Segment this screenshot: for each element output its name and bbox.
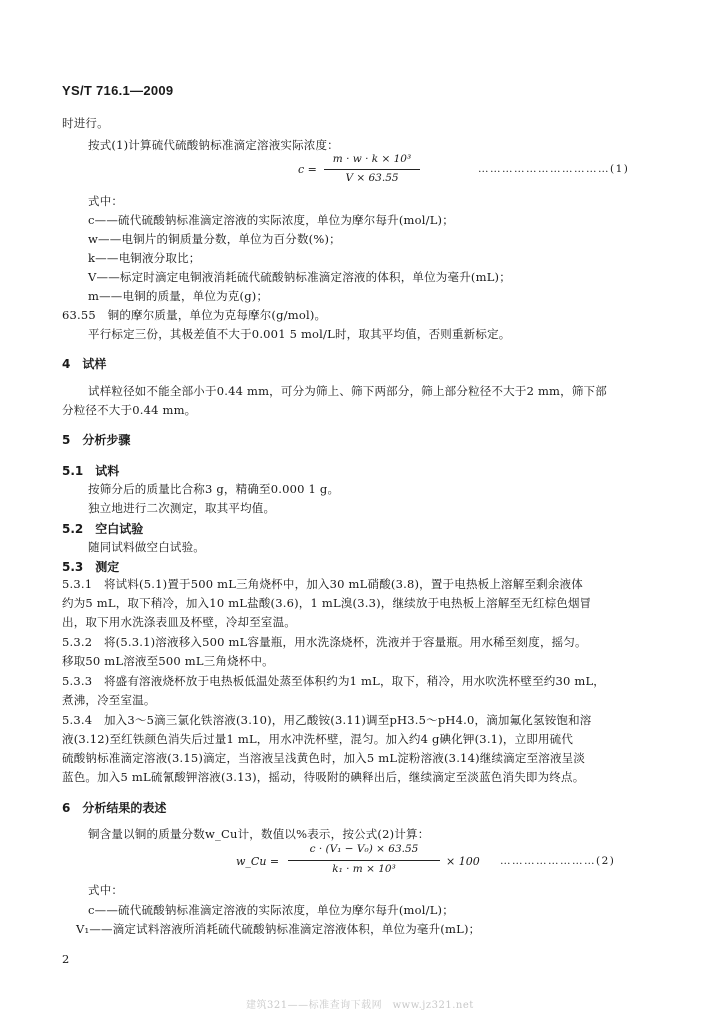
section-5-2-paragraph: 随同试料做空白试验。 <box>88 540 205 554</box>
variable-definition: m——电铜的质量，单位为克(g)； <box>88 289 269 303</box>
section-5-title: 5 分析步骤 <box>62 433 131 447</box>
section-5-3-1-line: 5.3.1 将试料(5.1)置于500 mL三角烧杯中，加入30 mL硝酸(3.8)，置于电热板上溶解至剩余液体 <box>62 577 583 591</box>
formula2-tail: × 100 <box>446 855 480 868</box>
variable-definition: c——硫代硫酸钠标准滴定溶液的实际浓度，单位为摩尔每升(mol/L)； <box>88 213 454 227</box>
section-6-title: 6 分析结果的表述 <box>62 801 167 815</box>
formula1-number: ……………………………(1) <box>478 163 630 175</box>
section-5-1-paragraph: 按筛分后的质量比合称3 g，精确至0.000 1 g。 <box>88 482 340 496</box>
section-5-3-4-line: 硫酸钠标准滴定溶液(3.15)滴定，当溶液呈浅黄色时，加入5 mL淀粉溶液(3.14)继续滴定至溶液呈淡 <box>62 751 586 765</box>
watermark: 建筑321——标准查询下载网 www.jz321.net <box>246 1000 474 1011</box>
section-5-1-title: 5.1 试料 <box>62 464 120 478</box>
page-number: 2 <box>62 952 70 966</box>
where-label: 式中： <box>88 883 124 897</box>
variable-definition: 63.55 铜的摩尔质量，单位为克每摩尔(g/mol)。 <box>62 308 327 322</box>
section-4-paragraph: 分粒径不大于0.44 mm。 <box>62 403 197 417</box>
section-4-title: 4 试样 <box>62 357 107 371</box>
section-5-3-4-line: 蓝色。加入5 mL硫氰酸钾溶液(3.13)，摇动，待吸附的碘释出后，继续滴定至淡蓝色消失即为终点。 <box>62 770 585 784</box>
variable-definition: V——标定时滴定电铜液消耗硫代硫酸钠标准滴定溶液的体积，单位为毫升(mL)； <box>88 270 511 284</box>
variable-definition: k——电铜液分取比； <box>88 251 201 265</box>
section-5-3-2-line: 5.3.2 将(5.3.1)溶液移入500 mL容量瓶，用水洗涤烧杯，洗液并于容量瓶。用水稀至刻度，摇匀。 <box>62 635 587 649</box>
parallel-note: 平行标定三份，其极差值不大于0.001 5 mol/L时，取其平均值，否则重新标定。 <box>88 327 511 341</box>
variable-definition: w——电铜片的铜质量分数，单位为百分数(%)； <box>88 232 341 246</box>
section-5-3-4-line: 5.3.4 加入3～5滴三氯化铁溶液(3.10)，用乙酸铵(3.11)调至pH3.5～pH4.0，滴加氟化氢铵饱和溶 <box>62 713 592 727</box>
section-5-2-title: 5.2 空白试验 <box>62 522 144 536</box>
formula1-lhs: c = <box>298 163 317 176</box>
formula2-lhs: w_Cu = <box>236 855 280 868</box>
section-5-3-4-line: 液(3.12)至红铁颜色消失后过量1 mL，用水冲洗杯壁，混匀。加入约4 g碘化钾(3.1)，立即用硫代 <box>62 732 574 746</box>
section-5-3-title: 5.3 测定 <box>62 560 120 574</box>
formula1-denominator: V × 63.55 <box>345 172 399 184</box>
section-5-3-1-line: 出，取下用水洗涤表皿及杯壁，冷却至室温。 <box>62 615 296 629</box>
variable-definition: V₁——滴定试料溶液所消耗硫代硫酸钠标准滴定溶液体积，单位为毫升(mL)； <box>76 922 481 936</box>
variable-definition: c——硫代硫酸钠标准滴定溶液的实际浓度，单位为摩尔每升(mol/L)； <box>88 903 454 917</box>
section-5-3-1-line: 约为5 mL，取下稍冷，加入10 mL盐酸(3.6)，1 mL溴(3.3)，继续放于电热板上溶解至无红棕色烟冒 <box>62 596 592 610</box>
formula1-intro: 按式(1)计算硫代硫酸钠标准滴定溶液实际浓度： <box>88 138 339 152</box>
where-label: 式中： <box>88 194 124 208</box>
section-6-intro: 铜含量以铜的质量分数w_Cu计，数值以%表示，按公式(2)计算： <box>88 827 430 841</box>
fraction-bar <box>288 860 440 861</box>
section-5-3-3-line: 5.3.3 将盛有溶液烧杯放于电热板低温处蒸至体积约为1 mL，取下，稍冷，用水吹洗杯壁至约30 mL， <box>62 674 606 688</box>
section-5-3-2-line: 移取50 mL溶液至500 mL三角烧杯中。 <box>62 654 274 668</box>
section-4-paragraph: 试样粒径如不能全部小于0.44 mm，可分为筛上、筛下两部分，筛上部分粒径不大于2 mm，筛下部 <box>88 384 607 398</box>
fraction-bar <box>324 169 420 170</box>
paragraph-continuation: 时进行。 <box>62 116 109 130</box>
formula2-number: ……………………(2) <box>500 855 616 867</box>
section-5-1-paragraph: 独立地进行二次测定，取其平均值。 <box>88 501 276 515</box>
formula2-numerator: c · (V₁ − V₀) × 63.55 <box>309 843 419 855</box>
standard-code: YS/T 716.1—2009 <box>62 83 174 98</box>
formula1-numerator: m · w · k × 10³ <box>332 153 412 165</box>
formula2-denominator: k₁ · m × 10³ <box>332 863 396 875</box>
section-5-3-3-line: 煮沸，冷至室温。 <box>62 693 156 707</box>
